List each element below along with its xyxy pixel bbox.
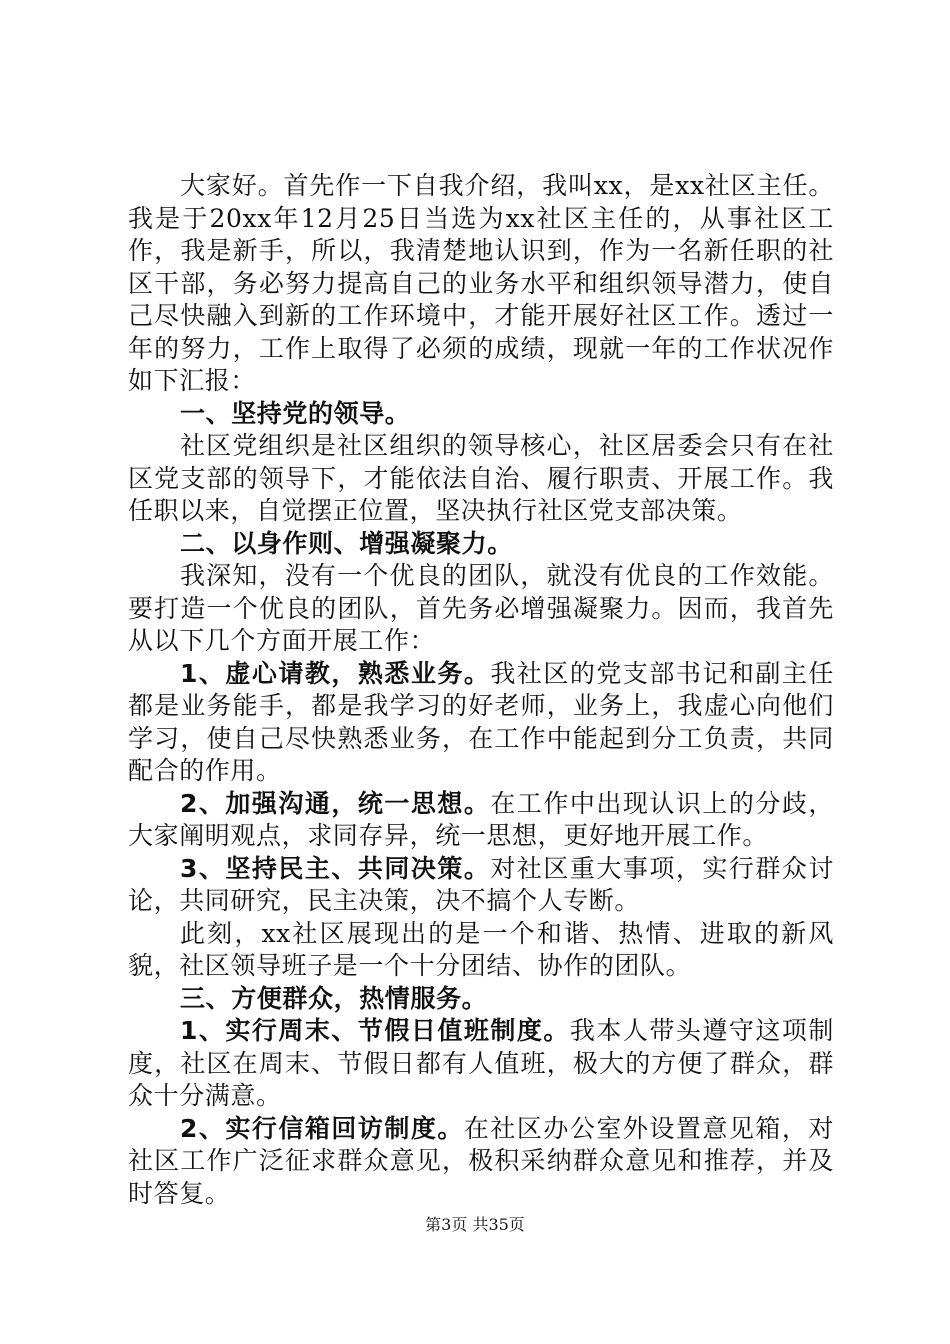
paragraph-party-leadership: 社区党组织是社区组织的领导核心，社区居委会只有在社区党支部的领导下，才能依法自治、履行职责、开展工作。我任职以来，自觉摆正位置，坚决执行社区党支部决策。 bbox=[128, 431, 834, 525]
paragraph-item-duty: 1、实行周末、节假日值班制度。我本人带头遵守这项制度，社区在周末、节假日都有人值班，极大的方便了群众，群众十分满意。 bbox=[128, 1016, 834, 1110]
paragraph-intro: 大家好。首先作一下自我介绍，我叫xx，是xx社区主任。我是于20xx年12月25日当选为xx社区主任的，从事社区工作，我是新手，所以，我清楚地认识到，作为一名新任职的社区干部，务必努力提高自己的业务水平和组织领导潜力，使自己尽快融入到新的工作环境中，才能开展好社区工作。透过一年的努力，工作上取得了必须的成绩，现就一年的工作状况作如下汇报： bbox=[128, 171, 834, 395]
item-lead: 3、坚持民主、共同决策。 bbox=[180, 853, 491, 883]
paragraph-item-democracy: 3、坚持民主、共同决策。对社区重大事项，实行群众讨论，共同研究，民主决策，决不搞个人专断。 bbox=[128, 853, 834, 915]
section-heading-1: 一、坚持党的领导。 bbox=[180, 398, 411, 428]
paragraph-team: 我深知，没有一个优良的团队，就没有优良的工作效能。要打造一个优良的团队，首先务必增强凝聚力。因而，我首先从以下几个方面开展工作： bbox=[128, 561, 834, 655]
section-heading-3: 三、方便群众，热情服务。 bbox=[180, 983, 488, 1013]
paragraph-item-communication: 2、加强沟通，统一思想。在工作中出现认识上的分歧，大家阐明观点，求同存异，统一思想，更好地开展工作。 bbox=[128, 788, 834, 850]
section-heading-2: 二、以身作则、增强凝聚力。 bbox=[180, 528, 513, 558]
paragraph-item-mailbox: 2、实行信箱回访制度。在社区办公室外设置意见箱，对社区工作广泛征求群众意见，极积采纳群众意见和推荐，并及时答复。 bbox=[128, 1113, 835, 1208]
paragraph-item-consult: 1、虚心请教，熟悉业务。我社区的党支部书记和副主任都是业务能手，都是我学习的好老师，业务上，我虚心向他们学习，使自己尽快熟悉业务，在工作中能起到分工负责，共同配合的作用。 bbox=[128, 658, 834, 785]
item-lead: 2、实行信箱回访制度。 bbox=[180, 1113, 464, 1143]
paragraph-current-status: 此刻，xx社区展现出的是一个和谐、热情、进取的新风貌，社区领导班子是一个十分团结、协作的团队。 bbox=[128, 918, 834, 980]
page-footer bbox=[0, 1215, 950, 1235]
item-lead: 1、虚心请教，熟悉业务。 bbox=[180, 658, 491, 688]
page-number: 第3页 共35页 bbox=[425, 1215, 525, 1234]
document-body bbox=[128, 170, 834, 1210]
item-lead: 2、加强沟通，统一思想。 bbox=[180, 788, 491, 818]
item-lead: 1、实行周末、节假日值班制度。 bbox=[180, 1016, 570, 1045]
